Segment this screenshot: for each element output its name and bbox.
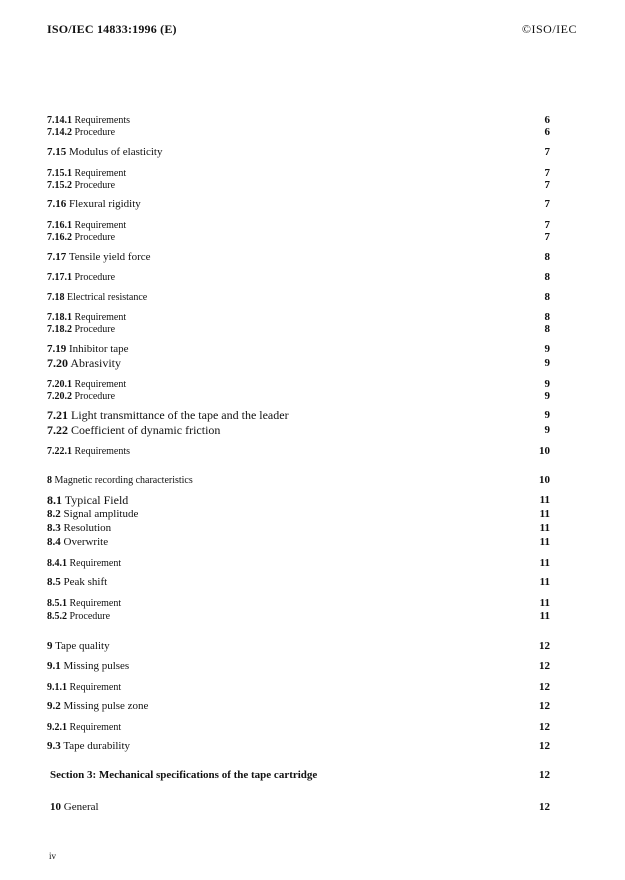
toc-entry-number: 9.1	[47, 660, 61, 672]
toc-entry[interactable]	[47, 126, 552, 139]
toc-entry-page: 11	[539, 522, 550, 534]
toc-entry-page: 12	[539, 801, 550, 813]
toc-entry-number: 7.22	[47, 423, 68, 437]
toc-entry[interactable]	[47, 508, 552, 521]
toc-entry-page: 7	[544, 231, 550, 243]
toc-entry-title: Procedure	[74, 272, 116, 283]
toc-entry-title: General	[63, 801, 99, 813]
toc-entry-number: 7.14.1	[47, 115, 72, 126]
toc-entry-number: 10	[50, 801, 61, 813]
toc-entry-title: Requirement	[69, 558, 122, 569]
toc-entry-page: 7	[544, 198, 550, 210]
toc-entry-title: Requirements	[74, 115, 131, 126]
toc-entry[interactable]	[47, 291, 552, 304]
toc-entry-number: 8.3	[47, 522, 61, 534]
toc-entry[interactable]	[47, 424, 552, 437]
toc-entry-page: 12	[539, 681, 550, 693]
toc-entry-title: Requirement	[69, 598, 122, 609]
toc-entry-page: 9	[544, 409, 550, 421]
toc-entry-page: 11	[539, 610, 550, 622]
toc-entry-number: 7.20.2	[47, 391, 72, 402]
toc-entry-number: 9.2.1	[47, 722, 67, 733]
toc-entry-title: Magnetic recording characteristics	[54, 475, 193, 486]
toc-entry-number: 7.20	[47, 356, 68, 370]
toc-entry-page: 8	[544, 311, 550, 323]
toc-entry-page: 12	[539, 721, 550, 733]
toc-entry-title: Procedure	[74, 324, 116, 335]
toc-entry-page: 9	[544, 378, 550, 390]
toc-entry-number: 7.17.1	[47, 272, 72, 283]
toc-entry-title: Requirement	[69, 682, 122, 693]
toc-entry-number: 8.2	[47, 508, 61, 520]
toc-entry-title: Light transmittance of the tape and the leader	[71, 408, 289, 422]
toc-entry[interactable]	[47, 251, 552, 264]
toc-entry-title: Tensile yield force	[68, 251, 151, 263]
toc-entry-page: 11	[539, 576, 550, 588]
toc-entry[interactable]	[47, 557, 552, 570]
toc-entry-number: 9	[47, 640, 53, 652]
toc-entry-title: Requirement	[69, 722, 122, 733]
toc-entry-title: Requirements	[74, 446, 131, 457]
toc-entry-number: 7.18.2	[47, 324, 72, 335]
toc-entry-title: Requirement	[74, 379, 127, 390]
toc-entry-page: 6	[544, 126, 550, 138]
toc-entry[interactable]	[47, 700, 552, 713]
toc-entry-number: 7.15	[47, 146, 67, 158]
toc-entry-number: 7.19	[47, 343, 67, 355]
toc-entry-page: 7	[544, 219, 550, 231]
toc-entry[interactable]	[47, 198, 552, 211]
toc-entry-title: Typical Field	[64, 493, 129, 507]
toc-entry-title: Requirement	[74, 168, 127, 179]
toc-entry-number: 8.5	[47, 576, 61, 588]
toc-entry-title: Electrical resistance	[67, 292, 148, 303]
toc-entry-number: 8.4	[47, 536, 61, 548]
page-number-footer: iv	[49, 851, 57, 861]
toc-entry-number: 7.16	[47, 198, 67, 210]
toc-entry[interactable]	[47, 610, 552, 623]
toc-entry-title: Tape quality	[55, 640, 110, 652]
toc-entry[interactable]	[47, 522, 552, 535]
toc-entry-number: 8.4.1	[47, 558, 67, 569]
toc-entry-number: 8.5.2	[47, 611, 67, 622]
toc-entry-page: 12	[539, 740, 550, 752]
toc-entry[interactable]	[47, 660, 552, 673]
toc-entry-page: 10	[539, 445, 550, 457]
toc-entry-title: Flexural rigidity	[69, 198, 141, 210]
toc-entry-number: 8.1	[47, 493, 62, 507]
toc-entry[interactable]	[47, 740, 552, 753]
toc-entry-title: Coefficient of dynamic friction	[71, 423, 221, 437]
toc-entry[interactable]	[47, 323, 552, 336]
toc-entry-number: 8	[47, 475, 52, 486]
document-header-id: ISO/IEC 14833:1996 (E)	[47, 22, 177, 36]
toc-entry[interactable]	[47, 409, 552, 422]
toc-entry-title: Procedure	[69, 611, 111, 622]
toc-section-title: Section 3: Mechanical specifications of the tape cartridge	[50, 769, 318, 781]
toc-entry-page: 8	[544, 291, 550, 303]
toc-entry[interactable]	[47, 474, 552, 487]
toc-entry-title: Tape durability	[63, 740, 131, 752]
toc-entry-title: Abrasivity	[70, 356, 122, 370]
toc-entry[interactable]	[47, 179, 552, 192]
toc-entry-page: 11	[539, 597, 550, 609]
toc-entry-number: 9.3	[47, 740, 61, 752]
toc-entry-page: 8	[544, 251, 550, 263]
toc-entry[interactable]	[47, 681, 552, 694]
toc-entry-page: 7	[544, 146, 550, 158]
toc-entry-page: 9	[544, 357, 550, 369]
toc-entry-page: 12	[539, 660, 550, 672]
toc-entry[interactable]	[47, 721, 552, 734]
toc-entry-number: 7.14.2	[47, 127, 72, 138]
toc-entry[interactable]	[47, 597, 552, 610]
copyright-mark: ©ISO/IEC	[521, 22, 577, 36]
toc-entry-page: 12	[539, 769, 550, 781]
toc-entry-page: 8	[544, 271, 550, 283]
toc-section-heading[interactable]	[50, 769, 552, 782]
toc-entry-title: Procedure	[74, 232, 116, 243]
toc-entry[interactable]	[47, 231, 552, 244]
toc-entry-page: 11	[539, 557, 550, 569]
toc-entry-title: Procedure	[74, 127, 116, 138]
toc-entry-number: 7.21	[47, 408, 68, 422]
toc-entry[interactable]	[47, 390, 552, 403]
toc-entry-title: Overwrite	[63, 536, 109, 548]
toc-entry-page: 11	[539, 536, 550, 548]
toc-entry-number: 7.15.1	[47, 168, 72, 179]
toc-entry[interactable]	[47, 640, 552, 653]
toc-entry-number: 7.16.1	[47, 220, 72, 231]
toc-entry-page: 9	[544, 343, 550, 355]
toc-entry-number: 7.17	[47, 251, 67, 263]
toc-entry-title: Signal amplitude	[63, 508, 139, 520]
toc-entry[interactable]	[50, 801, 552, 814]
toc-entry-number: 9.2	[47, 700, 61, 712]
toc-entry-number: 7.15.2	[47, 180, 72, 191]
toc-entry-page: 10	[539, 474, 550, 486]
toc-entry-title: Procedure	[74, 391, 116, 402]
toc-entry[interactable]	[47, 445, 552, 458]
toc-entry[interactable]	[47, 146, 552, 159]
toc-entry-number: 7.18.1	[47, 312, 72, 323]
toc-entry-page: 12	[539, 640, 550, 652]
toc-entry-page: 6	[544, 114, 550, 126]
toc-entry-page: 11	[539, 508, 550, 520]
toc-entry-number: 7.18	[47, 292, 65, 303]
toc-entry-title: Requirement	[74, 220, 127, 231]
toc-entry[interactable]	[47, 343, 552, 356]
toc-entry-page: 9	[544, 424, 550, 436]
toc-entry-page: 11	[539, 494, 550, 506]
toc-entry-title: Peak shift	[63, 576, 108, 588]
toc-entry-number: 7.20.1	[47, 379, 72, 390]
toc-entry-title: Missing pulse zone	[63, 700, 149, 712]
toc-entry[interactable]	[47, 494, 552, 507]
toc-entry-title: Resolution	[63, 522, 112, 534]
toc-entry-page: 7	[544, 167, 550, 179]
toc-entry-title: Inhibitor tape	[69, 343, 129, 355]
toc-entry-page: 8	[544, 323, 550, 335]
toc-entry-number: 9.1.1	[47, 682, 67, 693]
toc-entry-title: Missing pulses	[63, 660, 130, 672]
toc-entry-page: 12	[539, 700, 550, 712]
toc-entry-number: 7.22.1	[47, 446, 72, 457]
toc-entry[interactable]	[47, 357, 552, 370]
toc-entry-page: 9	[544, 390, 550, 402]
toc-entry[interactable]	[47, 271, 552, 284]
toc-entry[interactable]	[47, 536, 552, 549]
toc-entry-page: 7	[544, 179, 550, 191]
toc-entry-title: Requirement	[74, 312, 127, 323]
toc-entry-title: Modulus of elasticity	[69, 146, 163, 158]
toc-entry-title: Procedure	[74, 180, 116, 191]
toc-entry[interactable]	[47, 576, 552, 589]
toc-entry-number: 8.5.1	[47, 598, 67, 609]
toc-entry-number: 7.16.2	[47, 232, 72, 243]
